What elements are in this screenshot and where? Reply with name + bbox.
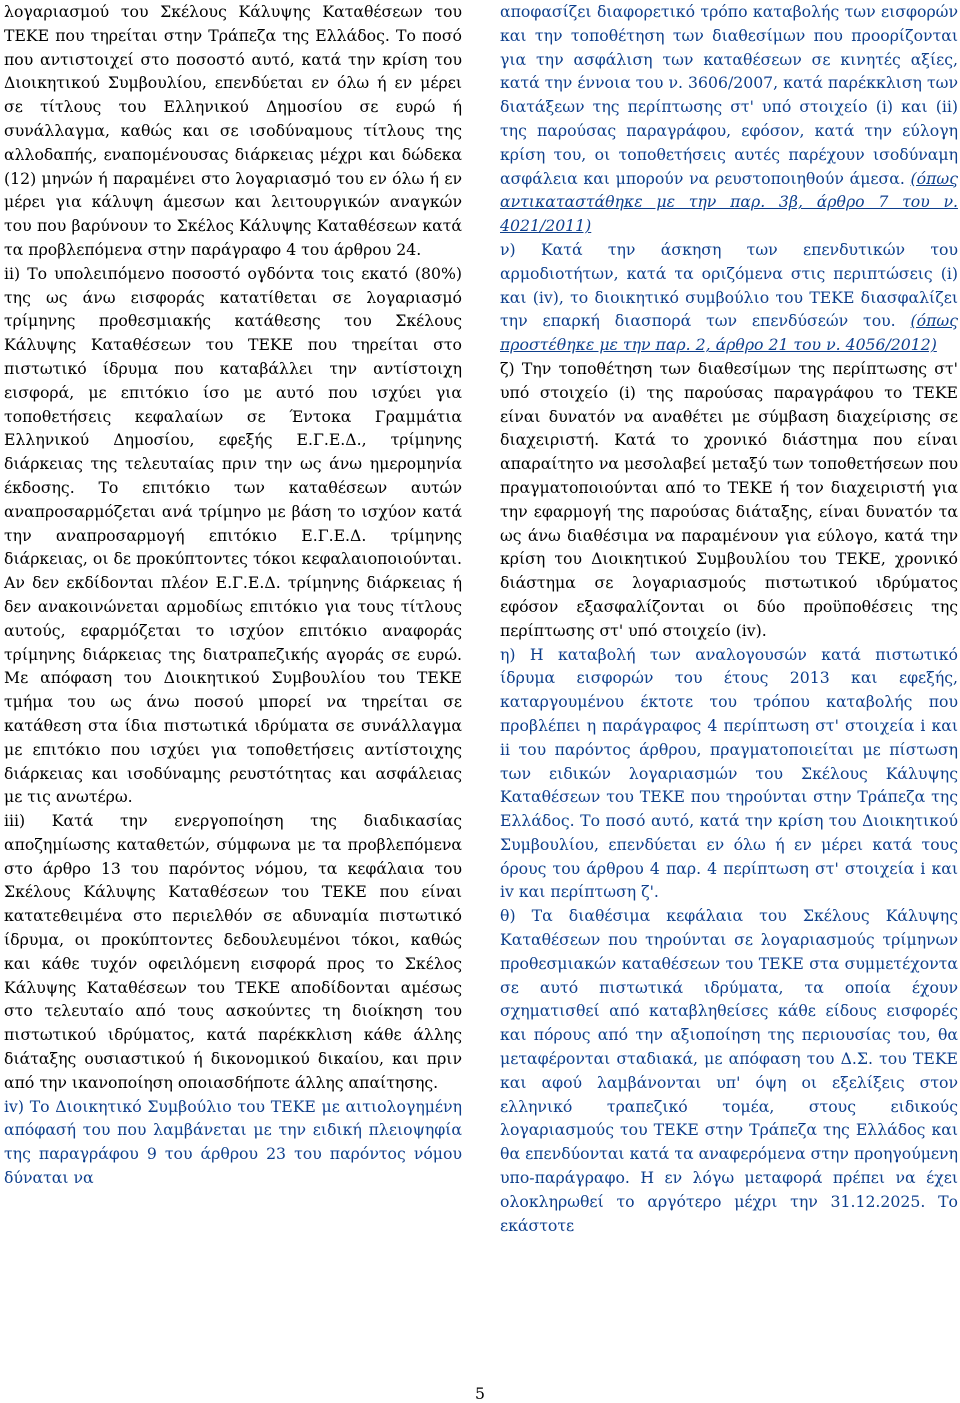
paragraph-theta: θ) Τα διαθέσιμα κεφάλαια του Σκέλους Κάλυψης Καταθέσεων που τηρούνται σε λογαριασμούς τρίμηνων προθεσμιακών καταθέσεων του ΤΕΚΕ στα συμμετέχοντα σε αυτό πιστωτικά ιδρύματα, τα οποία έχουν σχηματισθεί από καταβληθείσες κάθε είδους εισφορές και πόρους από την αξιοποίηση της περιουσίας του, θα μεταφέρονται σταδιακά, με απόφαση του Δ.Σ. του ΤΕΚΕ και αφού λαμβάνονται υπ' όψη οι εξελίξεις στον ελληνικό τραπεζικό τομέα, στους ειδικούς λογαριασμούς του ΤΕΚΕ στην Τράπεζα της Ελλάδος και θα επενδύονται κατά τα αναφερόμενα στην προηγούμενη υπο-παράγραφο. Η εν λόγω μεταφορά πρέπει να έχει ολοκληρωθεί το αργότερο μέχρι την 31.12.2025. Το εκάστοτε (500, 906, 958, 1235)
paragraph-iv-continued-text: αποφασίζει διαφορετικό τρόπο καταβολής των εισφορών και την τοποθέτηση των διαθεσίμων που προορίζονται για την ασφάλιση των καταθέσεων σε κινητές αξίες, κατά την έννοια του ν. 3606/2007, κατά παρέκκλιση των διατάξεων της περίπτωσης στ' υπό στοιχείο (i) και (ii) της παρούσας παραγράφου, εφόσον, κατά την εύλογη κρίση του, οι τοποθετήσεις αυτές παρέχουν ισοδύναμη ασφάλεια και μπορούν να ρευστοποιηθούν άμεσα. (500, 2, 958, 188)
paragraph-eta: η) Η καταβολή των αναλογουσών κατά πιστωτικό ίδρυμα εισφορών του έτους 2013 και εφεξής, καταργουμένου έκτοτε του τρόπου καταβολής που προβλέπει η παράγραφος 4 περίπτωση στ' στοιχεία i και ii του παρόντος άρθρου, πραγματοποιείται με πίστωση των ειδικών λογαριασμών του Σκέλους Κάλυψης Καταθέσεων του ΤΕΚΕ που τηρούνται στην Τράπεζα της Ελλάδος. Το ποσό αυτό, κατά την κρίση του Διοικητικού Συμβουλίου, επενδύεται εν όλω ή εν μέρει κατά τους όρους του άρθρου 4 παρ. 4 περίπτωση στ' στοιχεία i και iv και περίπτωση ζ'. (500, 644, 958, 902)
page-number: 5 (475, 1384, 485, 1403)
paragraph-iv: iv) Το Διοικητικό Συμβούλιο του ΤΕΚΕ με αιτιολογημένη απόφασή του που λαμβάνεται με την ειδική πλειοψηφία της παραγράφου 9 του άρθρου 23 του παρόντος νόμου δύναται να (4, 1096, 462, 1188)
paragraph-iv-continued (500, 0, 958, 238)
paragraph-v (500, 238, 958, 357)
paragraph-intro: λογαριασμού του Σκέλους Κάλυψης Καταθέσεων του ΤΕΚΕ που τηρείται στην Τράπεζα της Ελλάδος. Το ποσό που αντιστοιχεί στο ποσοστό αυτό, κατά την κρίση του Διοικητικού Συμβουλίου, επενδύεται εν όλω ή εν μέρει σε τίτλους του Ελληνικού Δημοσίου σε ευρώ ή συνάλλαγμα, καθώς και σε ισοδύναμους τίτλους της αλλοδαπής, εναπομένουσας διάρκειας μέχρι και δώδεκα (12) μηνών ή παραμένει στο λογαριασμό του εν όλω ή εν μέρει για κάλυψη άμεσων και λειτουργικών αναγκών του που βαρύνουν το Σκέλος Κάλυψης Καταθέσεων κατά τα προβλεπόμενα στην παράγραφο 4 του άρθρου 24. (4, 2, 462, 259)
left-column (4, 0, 462, 1190)
paragraph-zeta: ζ) Την τοποθέτηση των διαθεσίμων της περίπτωσης στ' υπό στοιχείο (i) της παρούσας παραγράφου το ΤΕΚΕ είναι δυνατόν να αναθέτει με σύμβαση διαχείρισης σε διαχειριστή. Κατά το χρονικό διάστημα που είναι απαραίτητο να μεσολαβεί μεταξύ των τοποθετήσεων που πραγματοποιούνται από το ΤΕΚΕ ή τον διαχειριστή για την εφαρμογή της παρούσας διάταξης, είναι δυνατόν τα ως άνω διαθέσιμα να παραμένουν για εύλογο, κατά την κρίση του Διοικητικού Συμβουλίου του ΤΕΚΕ, χρονικό διάστημα σε λογαριασμούς πιστωτικού ιδρύματος εφόσον εξασφαλίζονται οι δύο προϋποθέσεις της περίπτωσης στ' υπό στοιχείο (iv). (500, 358, 958, 640)
paragraph-v-text: ν) Κατά την άσκηση των επενδυτικών του αρμοδιοτήτων, κατά τα οριζόμενα στις περιπτώσεις (i) και (iv), το διοικητικό συμβούλιο του ΤΕΚΕ διασφαλίζει την επαρκή διασπορά των επενδύσεών του. (500, 239, 958, 331)
amendment-reference: (όπως προστέθηκε με την παρ. 2, άρθρο 21 του ν. 4056/2012) (500, 311, 958, 355)
right-column (500, 0, 958, 1237)
paragraph-iii: iii) Κατά την ενεργοποίηση της διαδικασίας αποζημίωσης καταθετών, σύμφωνα με τα προβλεπόμενα στο άρθρο 13 του παρόντος νόμου, τα κεφάλαια του Σκέλους Κάλυψης Καταθέσεων του ΤΕΚΕ που είναι κατατεθειμένα στο περιελθόν σε αδυναμία πιστωτικό ίδρυμα, οι προκύπτοντες δεδουλευμένοι τόκοι, καθώς και κάθε τυχόν οφειλόμενη εισφορά προς το Σκέλος Κάλυψης Καταθέσεων του ΤΕΚΕ αποδίδονται αμέσως στο τελευταίο από τους ασκούντες τη διοίκηση του πιστωτικού ιδρύματος, κατά παρέκκλιση κάθε άλλης διάταξης ουσιαστικού ή δικονομικού δικαίου, και πριν από την ικανοποίηση οποιασδήποτε άλλης απαίτησης. (4, 811, 462, 1092)
paragraph-ii: ii) Το υπολειπόμενο ποσοστό ογδόντα τοις εκατό (80%) της ως άνω εισφοράς κατατίθεται σε λογαριασμό τρίμηνης προθεσμιακής κατάθεσης του Σκέλους Κάλυψης Καταθέσεων του ΤΕΚΕ που τηρείται στο πιστωτικό ίδρυμα που καταβάλλει την αντίστοιχη εισφορά, με επιτόκιο ίσο με αυτό που ισχύει για τοποθετήσεις κεφαλαίων σε Έντοκα Γραμμάτια Ελληνικού Δημοσίου, εφεξής Ε.Γ.Ε.Δ., τρίμηνης διάρκειας της τελευταίας πριν την ως άνω ημερομηνία έκδοσης. Το επιτόκιο των καταθέσεων αυτών αναπροσαρμόζεται ανά τρίμηνο με βάση το ισχύον κατά την αναπροσαρμογή επιτόκιο Ε.Γ.Ε.Δ. τρίμηνης διάρκειας, οι δε προκύπτοντες τόκοι κεφαλαιοποιούνται. Αν δεν εκδίδονται πλέον Ε.Γ.Ε.Δ. τρίμηνης διάρκειας ή δεν ανακοινώνεται αρμοδίως επιτόκιο για τους τίτλους αυτούς, εφαρμόζεται το ισχύον επιτόκιο αναφοράς τρίμηνης διάρκειας της διατραπεζικής αγοράς σε ευρώ. Με απόφαση του Διοικητικού Συμβουλίου του ΤΕΚΕ τμήμα του ως άνω ποσού μπορεί να τηρείται σε κατάθεση στα ίδια πιστωτικά ιδρύματα σε συνάλλαγμα με επιτόκιο που ισχύει για τοποθετήσεις αντίστοιχης διάρκειας και ισοδύναμης ρευστότητας και ασφάλειας με τις ανωτέρω. (4, 263, 462, 807)
amendment-reference: (όπως αντικαταστάθηκε με την παρ. 3β, άρθρο 7 του ν. 4021/2011) (500, 168, 958, 236)
